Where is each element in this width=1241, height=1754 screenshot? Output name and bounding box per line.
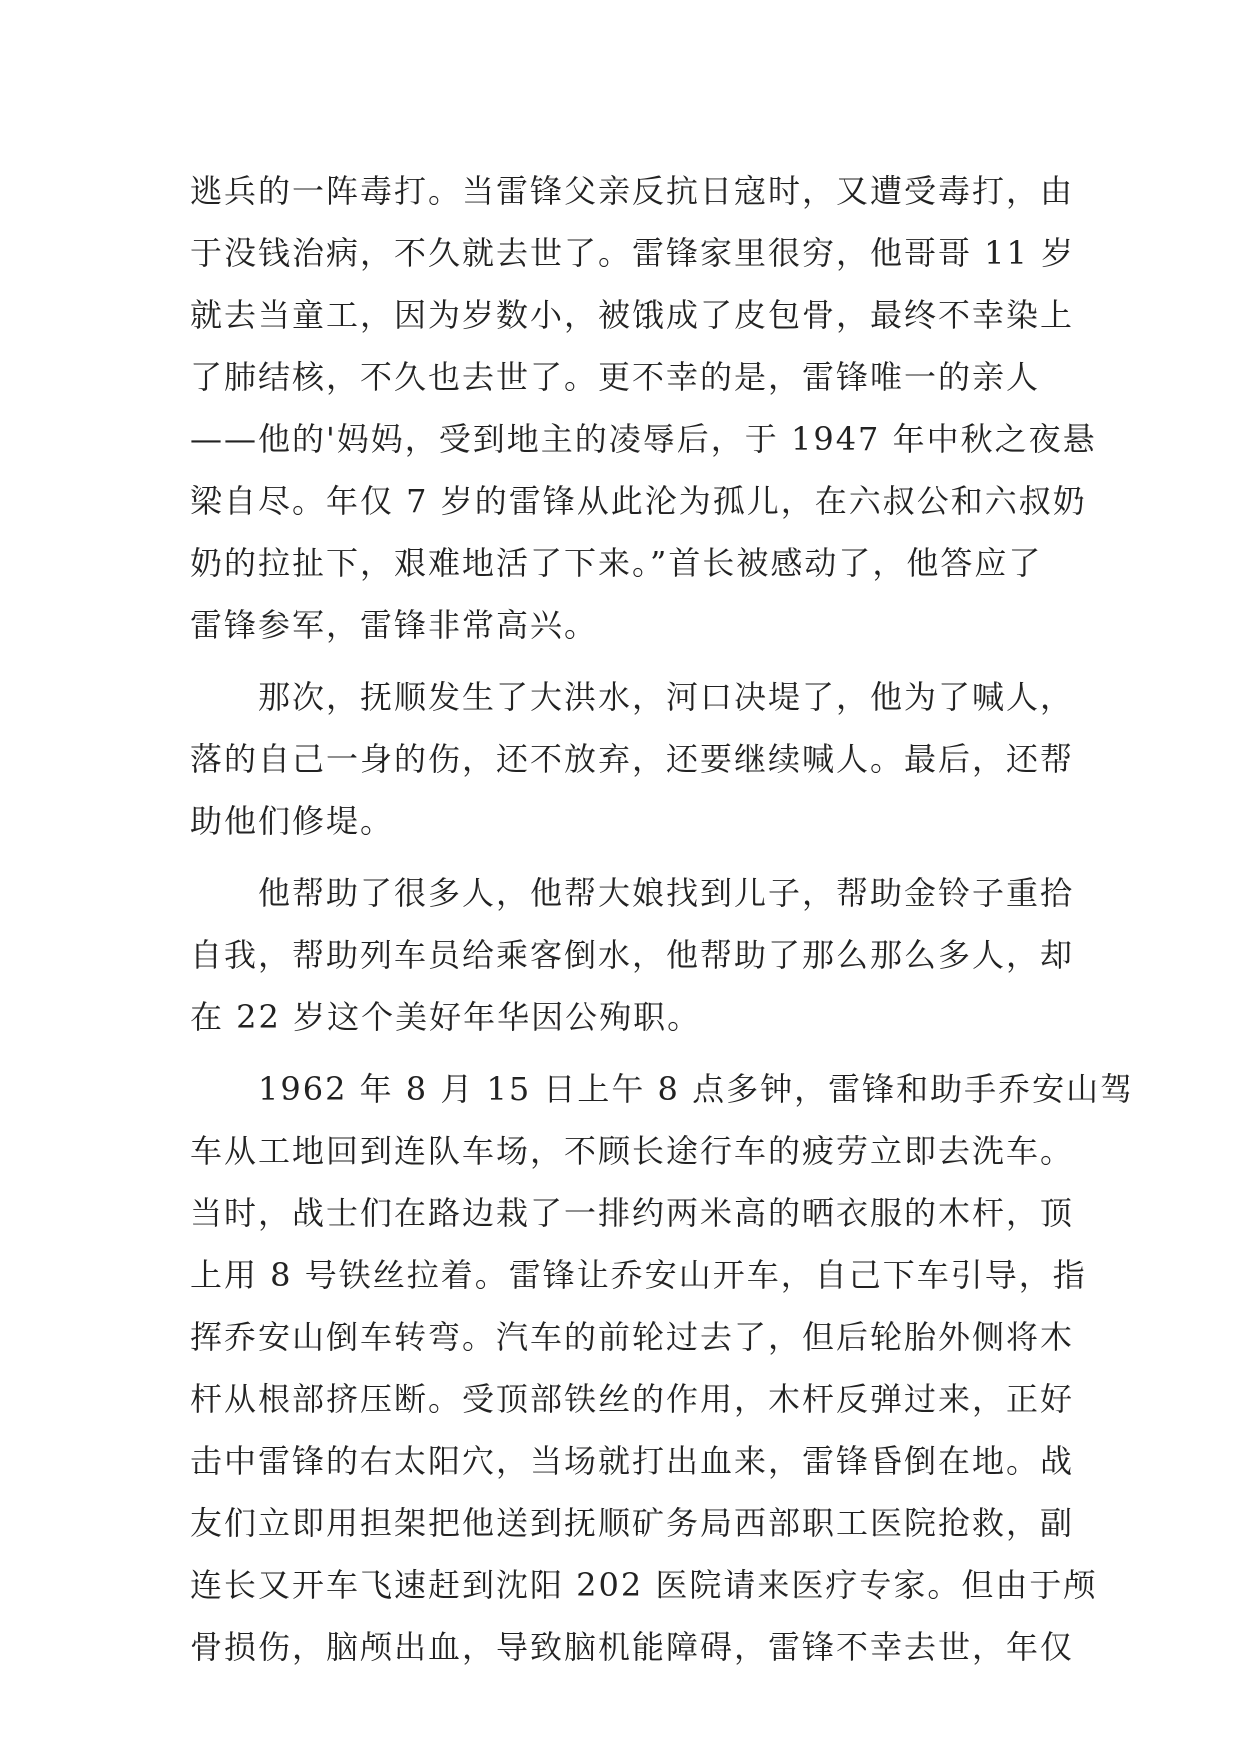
text-line: ——他的'妈妈，受到地主的凌辱后，于 1947 年中秋之夜悬 [190,420,1097,458]
text-line: 1962 年 8 月 15 日上午 8 点多钟，雷锋和助手乔安山驾 [190,1070,1135,1108]
text-line: 那次，抚顺发生了大洪水，河口决堤了，他为了喊人， [190,678,1075,716]
text-line: 自我，帮助列车员给乘客倒水，他帮助了那么那么多人，却 [190,936,1075,974]
text-line: 落的自己一身的伤，还不放弃，还要继续喊人。最后，还帮 [190,740,1075,778]
paragraph-gap [190,656,1070,666]
text-line: 连长又开车飞速赶到沈阳 202 医院请来医疗专家。但由于颅 [190,1566,1098,1604]
text-line: 在 22 岁这个美好年华因公殉职。 [190,998,702,1036]
text-line: 就去当童工，因为岁数小，被饿成了皮包骨，最终不幸染上 [190,296,1075,334]
paragraph-gap [190,1048,1070,1058]
text-line: 车从工地回到连队车场，不顾长途行车的疲劳立即去洗车。 [190,1132,1075,1170]
paragraph [190,160,1097,656]
paragraph-gap [190,852,1070,862]
text-line: 助他们修堤。 [190,802,395,840]
body-text [190,160,1135,1678]
paragraph [190,666,1075,852]
text-line: 骨损伤，脑颅出血，导致脑机能障碍，雷锋不幸去世，年仅 [190,1628,1075,1666]
text-line: 友们立即用担架把他送到抚顺矿务局西部职工医院抢救，副 [190,1504,1075,1542]
text-line: 挥乔安山倒车转弯。汽车的前轮过去了，但后轮胎外侧将木 [190,1318,1075,1356]
text-line: 击中雷锋的右太阳穴，当场就打出血来，雷锋昏倒在地。战 [190,1442,1075,1480]
paragraph [190,1058,1135,1678]
text-line: 他帮助了很多人，他帮大娘找到儿子，帮助金铃子重拾 [190,874,1075,912]
text-line: 上用 8 号铁丝拉着。雷锋让乔安山开车，自己下车引导，指 [190,1256,1087,1294]
text-line: 梁自尽。年仅 7 岁的雷锋从此沦为孤儿，在六叔公和六叔奶 [190,482,1087,520]
text-line: 逃兵的一阵毒打。当雷锋父亲反抗日寇时，又遭受毒打，由 [190,172,1075,210]
text-line: 奶的拉扯下，艰难地活了下来。”首长被感动了，他答应了 [190,544,1043,582]
text-line: 杆从根部挤压断。受顶部铁丝的作用，木杆反弹过来，正好 [190,1380,1075,1418]
paragraph [190,862,1075,1048]
text-line: 雷锋参军，雷锋非常高兴。 [190,606,599,644]
text-line: 当时，战士们在路边栽了一排约两米高的晒衣服的木杆，顶 [190,1194,1075,1232]
text-line: 于没钱治病，不久就去世了。雷锋家里很穷，他哥哥 11 岁 [190,234,1076,272]
text-line: 了肺结核，不久也去世了。更不幸的是，雷锋唯一的亲人 [190,358,1041,396]
